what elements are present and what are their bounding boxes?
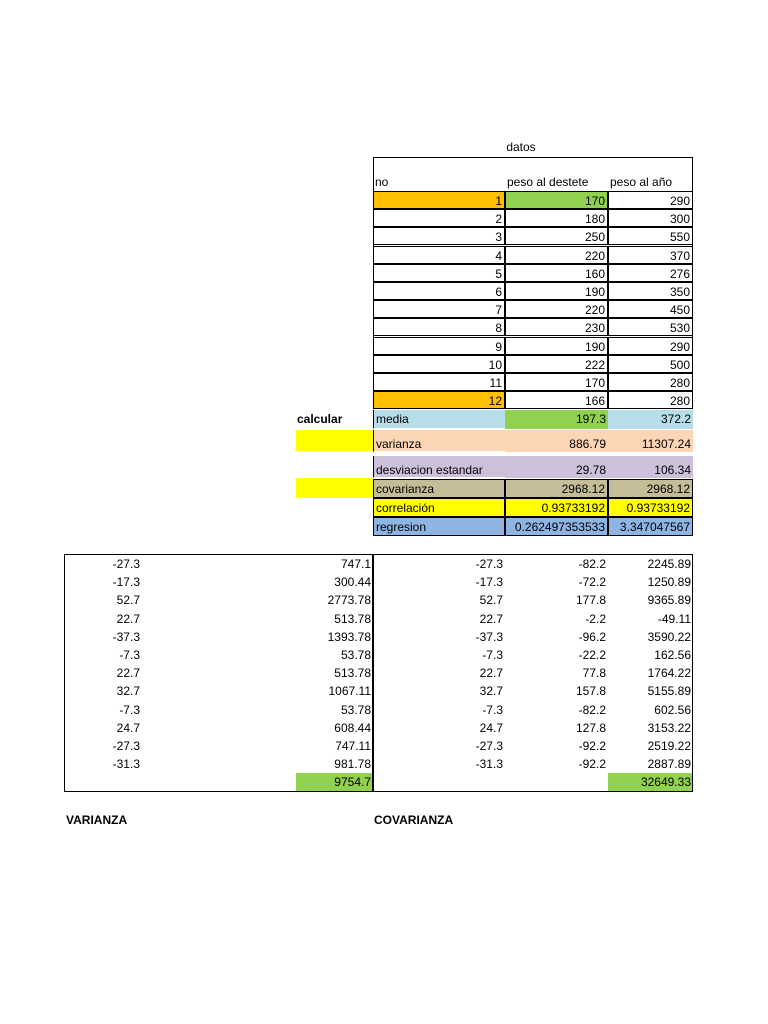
- stat-value-destete[interactable]: 2968.12: [505, 479, 608, 498]
- table-cell-peso-destete[interactable]: 166: [505, 391, 608, 409]
- varianza-total[interactable]: 9754.7: [296, 773, 373, 791]
- varianza-deviation[interactable]: -27.3: [112, 739, 140, 753]
- table-cell-peso-anio[interactable]: 300: [608, 209, 693, 227]
- varianza-squared[interactable]: 981.78: [334, 757, 371, 772]
- covarianza-dev-destete[interactable]: 24.7: [479, 720, 503, 735]
- table-cell-peso-anio[interactable]: 280: [608, 373, 693, 391]
- covarianza-product[interactable]: 9365.89: [647, 593, 691, 608]
- covarianza-dev-destete[interactable]: -17.3: [475, 575, 503, 590]
- covarianza-dev-destete[interactable]: 32.7: [479, 684, 503, 699]
- table-cell-no[interactable]: 8: [373, 318, 505, 336]
- table-cell-no[interactable]: 7: [373, 300, 505, 318]
- varianza-deviation[interactable]: 22.7: [116, 611, 140, 626]
- varianza-squared[interactable]: 2773.78: [327, 593, 371, 608]
- covarianza-product[interactable]: 2519.22: [647, 739, 691, 753]
- varianza-deviation[interactable]: -27.3: [112, 557, 140, 571]
- stat-value-destete[interactable]: 197.3: [505, 410, 608, 429]
- stat-value-anio[interactable]: 0.93733192: [608, 498, 693, 517]
- covarianza-dev-anio[interactable]: -82.2: [578, 557, 606, 571]
- table-cell-peso-anio[interactable]: 290: [608, 191, 693, 209]
- stat-value-destete[interactable]: 0.93733192: [505, 498, 608, 517]
- table-cell-peso-anio[interactable]: 500: [608, 355, 693, 373]
- table-cell-no[interactable]: 12: [373, 391, 505, 409]
- covarianza-dev-destete[interactable]: -31.3: [475, 757, 503, 772]
- table-cell-peso-destete[interactable]: 220: [505, 246, 608, 264]
- table-cell-no[interactable]: 11: [373, 373, 505, 391]
- covarianza-dev-destete[interactable]: 52.7: [479, 593, 503, 608]
- stat-label: varianza: [373, 430, 505, 452]
- varianza-squared[interactable]: 513.78: [334, 611, 371, 626]
- covarianza-product[interactable]: -49.11: [657, 611, 691, 626]
- varianza-squared[interactable]: 53.78: [340, 648, 371, 662]
- covarianza-dev-anio[interactable]: 177.8: [575, 593, 606, 608]
- varianza-squared[interactable]: 300.44: [334, 575, 371, 590]
- covarianza-product[interactable]: 162.56: [654, 648, 691, 662]
- stat-value-anio[interactable]: 372.2: [608, 410, 693, 429]
- table-cell-peso-anio[interactable]: 550: [608, 227, 693, 245]
- covarianza-product[interactable]: 1764.22: [647, 666, 691, 681]
- stat-value-anio[interactable]: 3.347047567: [608, 517, 693, 536]
- covarianza-dev-destete[interactable]: 22.7: [479, 611, 503, 626]
- table-cell-peso-destete[interactable]: 250: [505, 227, 608, 245]
- covarianza-dev-anio[interactable]: 157.8: [575, 684, 606, 699]
- table-cell-peso-anio[interactable]: 350: [608, 282, 693, 300]
- stat-value-destete[interactable]: 29.78: [505, 456, 608, 478]
- table-cell-peso-destete[interactable]: 190: [505, 282, 608, 300]
- stat-label: covarianza: [373, 479, 505, 498]
- table-cell-peso-destete[interactable]: 180: [505, 209, 608, 227]
- table-cell-peso-anio[interactable]: 370: [608, 246, 693, 264]
- covarianza-dev-anio[interactable]: -92.2: [578, 739, 606, 753]
- varianza-deviation[interactable]: 22.7: [116, 666, 140, 681]
- varianza-squared[interactable]: 513.78: [334, 666, 371, 681]
- table-title: datos: [506, 140, 536, 154]
- stat-value-anio[interactable]: 106.34: [608, 456, 693, 478]
- calcular-label: calcular: [297, 412, 343, 426]
- covarianza-dev-destete[interactable]: -7.3: [482, 702, 503, 717]
- covarianza-dev-anio[interactable]: -96.2: [578, 629, 606, 644]
- header-peso-anio: peso al año: [610, 175, 673, 189]
- stat-label: correlación: [373, 498, 505, 517]
- header-no: no: [375, 175, 389, 189]
- stat-value-destete[interactable]: 0.262497353533: [505, 517, 608, 536]
- varianza-squared[interactable]: 747.11: [335, 739, 371, 753]
- varianza-deviation[interactable]: -37.3: [112, 629, 140, 644]
- table-cell-peso-destete[interactable]: 222: [505, 355, 608, 373]
- table-cell-peso-anio[interactable]: 530: [608, 318, 693, 336]
- covarianza-total[interactable]: 32649.33: [608, 773, 693, 791]
- table-cell-peso-anio[interactable]: 450: [608, 300, 693, 318]
- varianza-squared[interactable]: 53.78: [340, 702, 371, 717]
- varianza-deviation[interactable]: 24.7: [116, 720, 140, 735]
- table-cell-no[interactable]: 3: [373, 227, 505, 245]
- covarianza-product[interactable]: 1250.89: [647, 575, 691, 590]
- table-cell-peso-anio[interactable]: 290: [608, 337, 693, 355]
- covarianza-dev-anio[interactable]: -92.2: [578, 757, 606, 772]
- covarianza-product[interactable]: 3590.22: [647, 629, 691, 644]
- varianza-deviation[interactable]: -31.3: [112, 757, 140, 772]
- table-cell-no[interactable]: 1: [373, 191, 505, 209]
- covarianza-product[interactable]: 2887.89: [647, 757, 691, 772]
- varianza-deviation[interactable]: 32.7: [116, 684, 140, 699]
- table-cell-no[interactable]: 5: [373, 264, 505, 282]
- table-cell-no[interactable]: 6: [373, 282, 505, 300]
- highlight-cell-varianza[interactable]: [296, 430, 373, 451]
- table-cell-peso-destete[interactable]: 170: [505, 191, 608, 209]
- table-cell-peso-destete[interactable]: 220: [505, 300, 608, 318]
- stat-label: media: [373, 410, 505, 429]
- covarianza-dev-anio[interactable]: 127.8: [575, 720, 606, 735]
- header-peso-destete: peso al destete: [507, 175, 589, 189]
- covarianza-dev-destete[interactable]: 22.7: [479, 666, 503, 681]
- table-cell-peso-destete[interactable]: 190: [505, 337, 608, 355]
- covarianza-dev-anio[interactable]: -2.2: [585, 611, 606, 626]
- varianza-deviation[interactable]: 52.7: [116, 593, 140, 608]
- covarianza-product[interactable]: 3153.22: [647, 720, 691, 735]
- covarianza-dev-anio[interactable]: 77.8: [582, 666, 606, 681]
- varianza-squared[interactable]: 608.44: [334, 720, 371, 735]
- table-cell-peso-anio[interactable]: 276: [608, 264, 693, 282]
- table-cell-no[interactable]: 4: [373, 246, 505, 264]
- varianza-squared[interactable]: 747.1: [340, 557, 371, 571]
- table-cell-peso-anio[interactable]: 280: [608, 391, 693, 409]
- covarianza-product[interactable]: 602.56: [654, 702, 691, 717]
- covarianza-product[interactable]: 5155.89: [647, 684, 691, 699]
- varianza-deviation[interactable]: -17.3: [112, 575, 140, 590]
- varianza-deviation[interactable]: -7.3: [119, 648, 140, 662]
- stat-value-destete[interactable]: 886.79: [505, 430, 608, 452]
- covarianza-label: COVARIANZA: [374, 813, 454, 827]
- covarianza-dev-anio[interactable]: -22.2: [578, 648, 606, 662]
- covarianza-dev-anio[interactable]: -72.2: [578, 575, 606, 590]
- varianza-squared[interactable]: 1393.78: [327, 629, 371, 644]
- covarianza-product[interactable]: 2245.89: [647, 557, 691, 571]
- stat-label: regresion: [373, 517, 505, 536]
- table-cell-peso-destete[interactable]: 160: [505, 264, 608, 282]
- stat-value-anio[interactable]: 2968.12: [608, 479, 693, 498]
- stat-value-anio[interactable]: 11307.24: [608, 430, 693, 452]
- varianza-squared[interactable]: 1067.11: [328, 684, 371, 699]
- covarianza-dev-destete[interactable]: -7.3: [482, 648, 503, 662]
- table-cell-no[interactable]: 9: [373, 337, 505, 355]
- table-cell-peso-destete[interactable]: 230: [505, 318, 608, 336]
- table-cell-peso-destete[interactable]: 170: [505, 373, 608, 391]
- table-cell-no[interactable]: 10: [373, 355, 505, 373]
- table-cell-no[interactable]: 2: [373, 209, 505, 227]
- covarianza-dev-destete[interactable]: -37.3: [475, 629, 503, 644]
- covarianza-dev-destete[interactable]: -27.3: [475, 557, 503, 571]
- highlight-cell-covarianza[interactable]: [296, 478, 373, 498]
- varianza-deviation[interactable]: -7.3: [119, 702, 140, 717]
- covarianza-dev-anio[interactable]: -82.2: [578, 702, 606, 717]
- varianza-label: VARIANZA: [66, 813, 128, 827]
- stat-label: desviacion estandar: [373, 456, 505, 478]
- covarianza-dev-destete[interactable]: -27.3: [475, 739, 503, 753]
